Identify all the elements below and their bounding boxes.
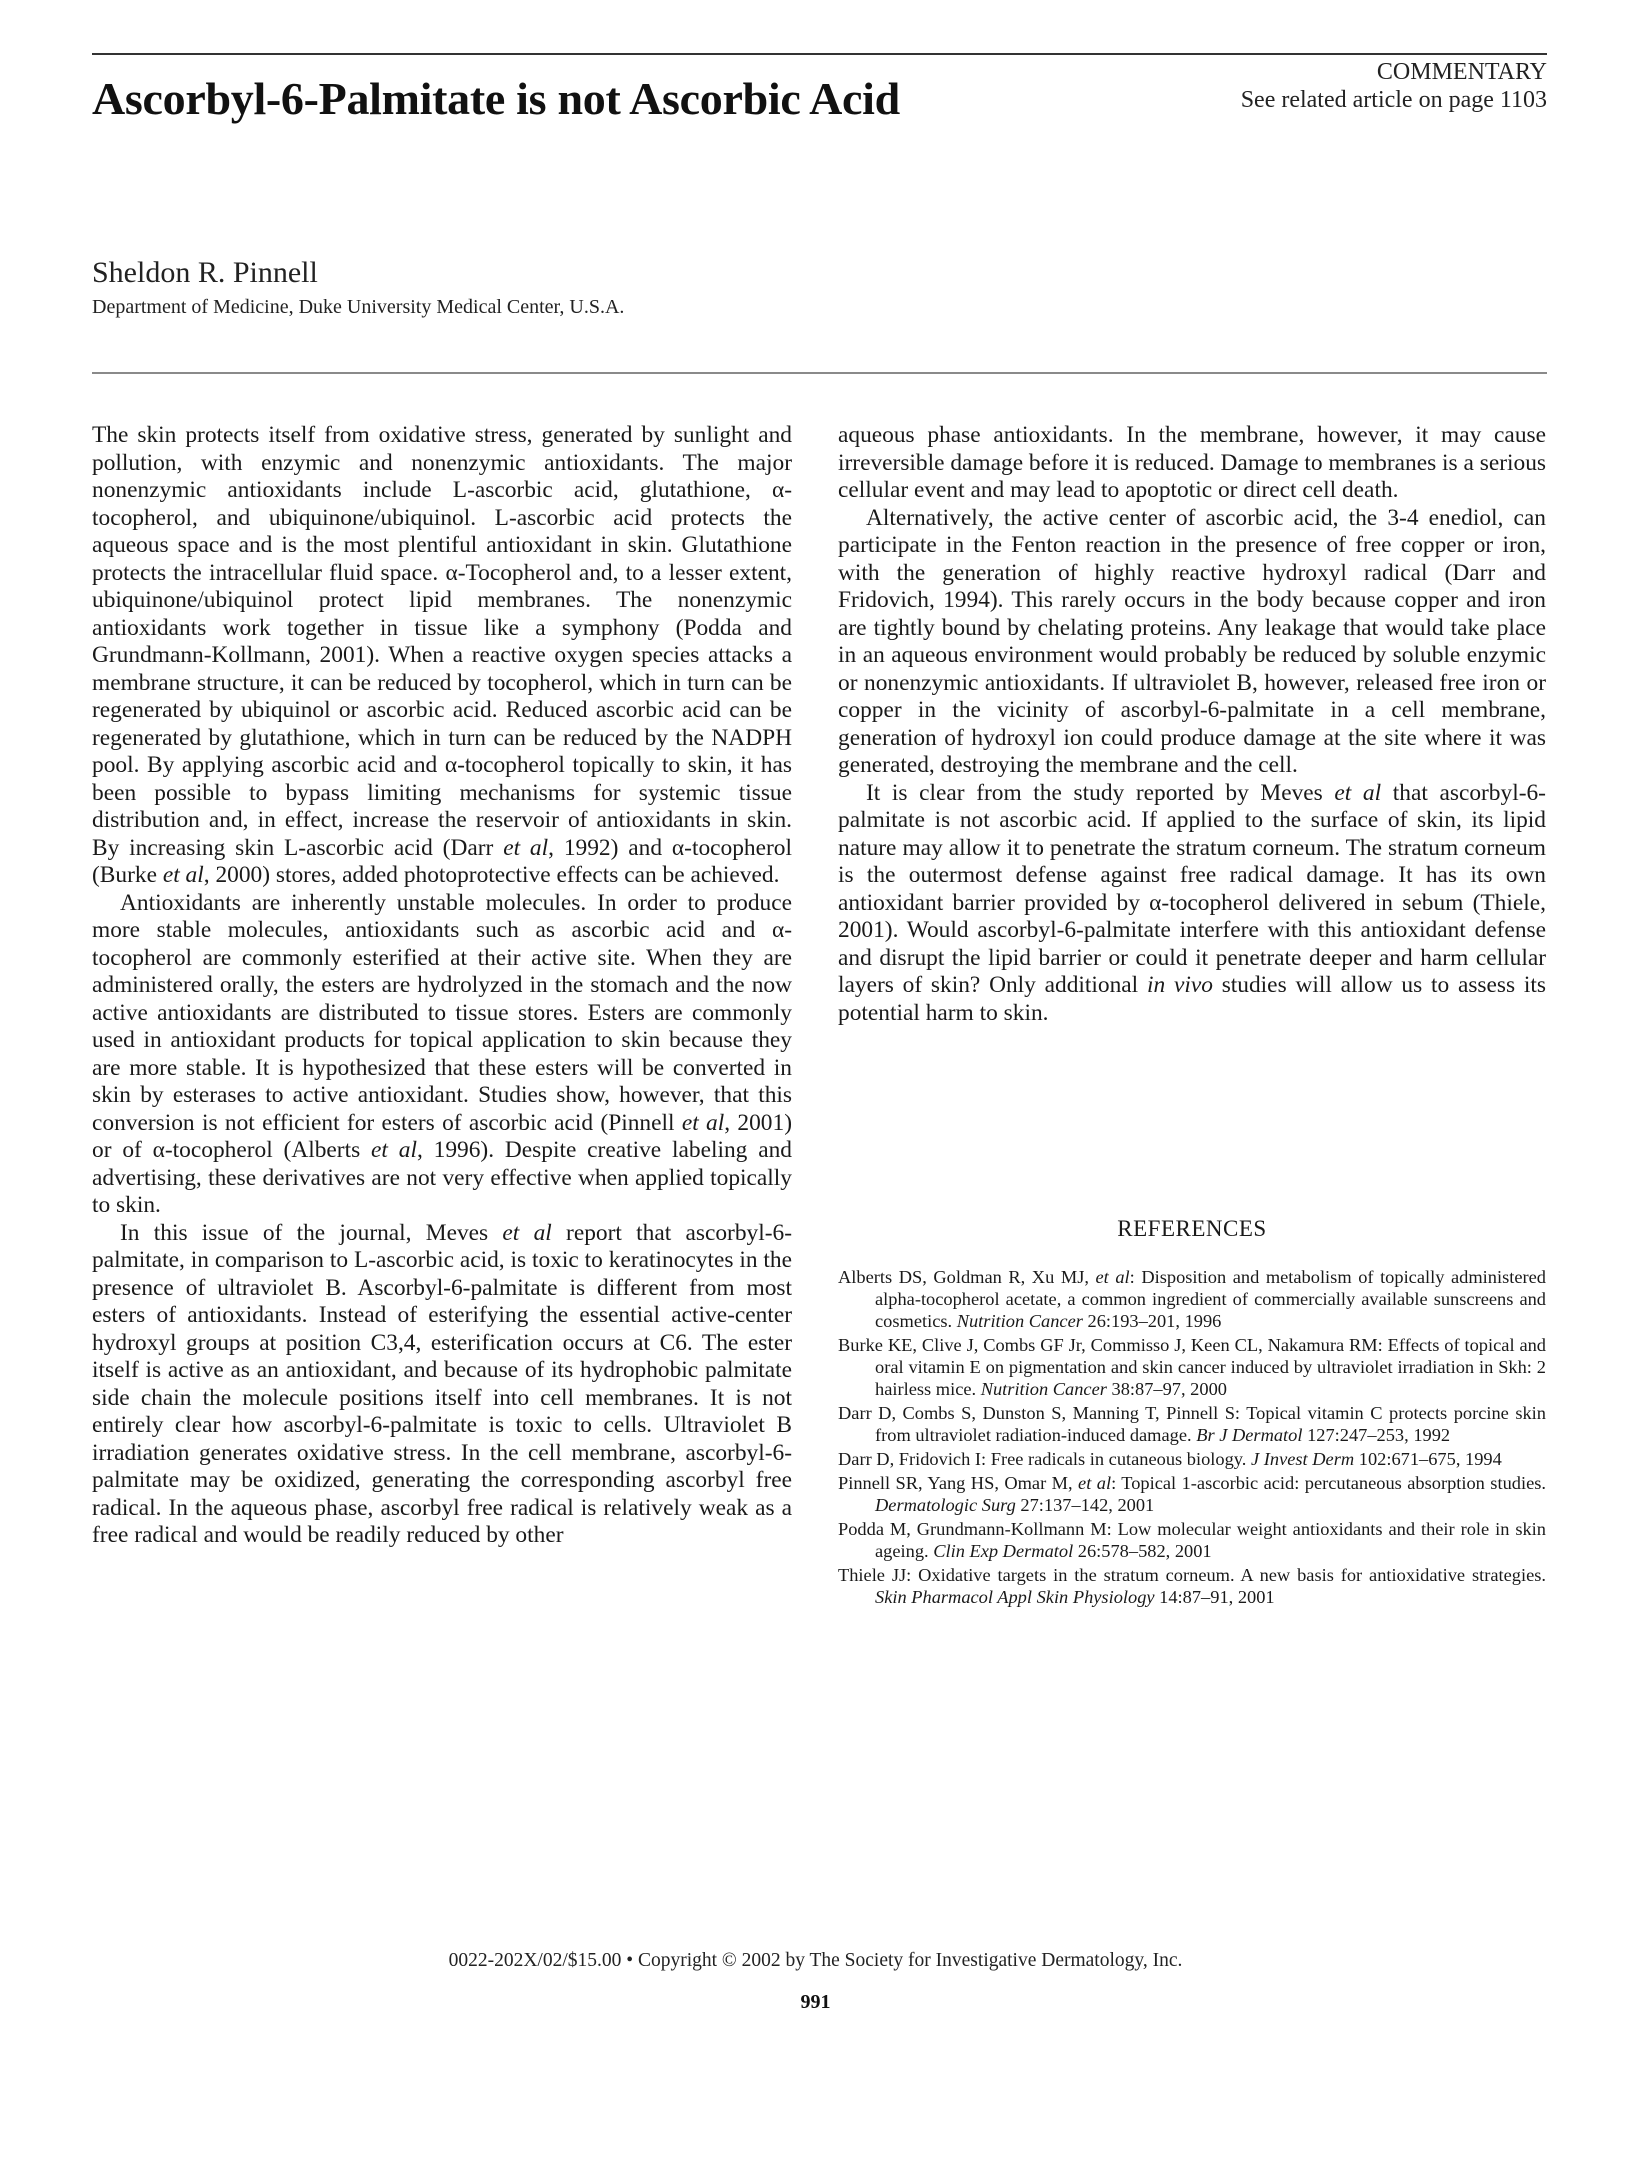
text-run: 27:137–142, 2001: [1015, 1495, 1155, 1515]
header-rule: [92, 53, 1547, 55]
text-run: aqueous phase antioxidants. In the membrane, however, it may cause irreversible damage before it is reduced. Damage to membranes is a serious cellular event and may lead to apoptotic or direct cell death.: [838, 422, 1546, 503]
italic-text: Skin Pharmacol Appl Skin Physiology: [875, 1587, 1155, 1607]
text-run: 26:578–582, 2001: [1073, 1541, 1212, 1561]
text-run: Burke KE, Clive J, Combs GF Jr, Commisso J, Keen CL, Nakamura RM: Effects of topical and oral vitamin E on pigmentation and skin cancer induced by ultraviolet irradiation in Skh: 2 hairless mice.: [838, 1335, 1546, 1399]
body-paragraph: [92, 1220, 792, 1550]
copyright-line: 0022-202X/02/$15.00 • Copyright © 2002 by The Society for Investigative Dermatology, Inc.: [448, 1950, 1183, 1971]
text-run: that ascorbyl-6-palmitate is not ascorbic acid. If applied to the surface of skin, its lipid nature may allow it to penetrate the stratum corneum. The stratum corneum is the outermost defense against free radical damage. It has its own antioxidant barrier provided by α-tocopherol delivered in sebum (Thiele, 2001). Would ascorbyl-6-palmitate interfere with this antioxidant defense and disrupt the lipid barrier or could it penetrate deeper and harm cellular layers of skin? Only additional: [838, 779, 1546, 998]
text-run: 26:193–201, 1996: [1082, 1311, 1222, 1331]
article-type-block: [1241, 58, 1547, 114]
text-run: : Disposition and metabolism of topically administered alpha-tocopherol acetate, a common ingredient of commercially available sunscreens and cosmetics.: [875, 1267, 1546, 1331]
body-paragraph: [838, 505, 1546, 780]
text-run: , 1992) and α-tocopherol (Burke: [92, 834, 792, 888]
body-paragraph: [92, 422, 792, 890]
section-divider: [92, 372, 1547, 374]
text-run: Alberts DS, Goldman R, Xu MJ,: [838, 1267, 1096, 1287]
body-paragraph: [838, 780, 1546, 1028]
italic-text: et al: [681, 1109, 725, 1136]
text-run: 14:87–91, 2001: [1154, 1587, 1275, 1607]
text-run: , 2001) or of α-tocopherol (Alberts: [92, 1109, 792, 1163]
text-run: 127:247–253, 1992: [1302, 1425, 1451, 1445]
italic-text: Clin Exp Dermatol: [933, 1541, 1074, 1561]
article-title: Ascorbyl-6-Palmitate is not Ascorbic Acid: [92, 73, 900, 124]
italic-text: Nutrition Cancer: [980, 1379, 1107, 1399]
reference-item: [838, 1266, 1546, 1332]
text-run: Darr D, Fridovich I: Free radicals in cutaneous biology.: [838, 1449, 1251, 1469]
author-affiliation: Department of Medicine, Duke University Medical Center, U.S.A.: [92, 296, 625, 318]
author-name: Sheldon R. Pinnell: [92, 256, 318, 289]
text-run: In this issue of the journal, Meves: [120, 1219, 503, 1246]
italic-text: et al: [502, 1219, 552, 1246]
reference-item: [838, 1334, 1546, 1400]
reference-item: [838, 1448, 1546, 1470]
italic-text: in vivo: [1146, 972, 1213, 998]
reference-item: [838, 1402, 1546, 1446]
reference-item: [838, 1564, 1546, 1608]
body-column-left: [92, 422, 792, 1550]
text-run: Alternatively, the active center of ascorbic acid, the 3-4 enediol, can participate in the Fenton reaction in the presence of free copper or iron, with the generation of highly reactive hydroxyl radical (Darr and Fridovich, 1994). This rarely occurs in the body because copper and iron are tightly bound by chelating proteins. Any leakage that would take place in an aqueous environment would probably be reduced by soluble enzymic or nonenzymic antioxidants. If ultraviolet B, however, released free iron or copper in the vicinity of ascorbyl-6-palmitate in a cell membrane, generation of hydroxyl ion could produce damage at the site where it was generated, destroying the membrane and the cell.: [838, 504, 1546, 778]
body-paragraph: [92, 890, 792, 1220]
italic-text: Nutrition Cancer: [956, 1311, 1083, 1331]
reference-item: [838, 1472, 1546, 1516]
italic-text: J Invest Derm: [1251, 1449, 1355, 1469]
italic-text: et al: [162, 862, 204, 888]
related-article-note: See related article on page 1103: [1240, 87, 1547, 113]
article-type-label: COMMENTARY: [1376, 59, 1547, 85]
text-run: Antioxidants are inherently unstable molecules. In order to produce more stable molecules, antioxidants such as ascorbic acid and α-tocopherol are commonly esterified at their active site. When they are administered orally, the esters are hydrolyzed in the stomach and the now active antioxidants are distributed to tissue stores. Esters are commonly used in antioxidant products for topical application to skin because they are more stable. It is hypothesized that these esters will be converted in skin by esterases to active antioxidant. Studies show, however, that this conversion is not efficient for esters of ascorbic acid (Pinnell: [92, 889, 792, 1136]
page-number: 991: [800, 1991, 831, 2013]
italic-text: Br J Dermatol: [1196, 1425, 1303, 1445]
text-run: Pinnell SR, Yang HS, Omar M,: [838, 1473, 1079, 1493]
italic-text: et al: [503, 834, 549, 861]
italic-text: et al: [1078, 1473, 1112, 1493]
text-run: Darr D, Combs S, Dunston S, Manning T, Pinnell S: Topical vitamin C protects porcine skin from ultraviolet radiation-induced damage.: [838, 1403, 1546, 1445]
text-run: 38:87–97, 2000: [1106, 1379, 1227, 1399]
body-column-right: [838, 422, 1546, 1027]
italic-text: et al: [1095, 1267, 1130, 1287]
italic-text: et al: [371, 1137, 417, 1163]
references-list: [838, 1266, 1546, 1610]
text-run: studies will allow us to assess its potential harm to skin.: [838, 972, 1546, 1026]
italic-text: Dermatologic Surg: [875, 1495, 1016, 1515]
text-run: , 1996). Despite creative labeling and advertising, these derivatives are not very effective when applied topically to skin.: [92, 1137, 792, 1218]
text-run: , 2000) stores, added photoprotective effects can be achieved.: [203, 862, 780, 888]
italic-text: et al: [1334, 779, 1382, 806]
text-run: It is clear from the study reported by Meves: [866, 779, 1335, 806]
reference-item: [838, 1518, 1546, 1562]
text-run: : Topical 1-ascorbic acid: percutaneous absorption studies.: [1111, 1473, 1546, 1493]
text-run: Thiele JJ: Oxidative targets in the stratum corneum. A new basis for antioxidative strategies.: [838, 1565, 1546, 1585]
text-run: The skin protects itself from oxidative stress, generated by sunlight and pollution, with enzymic and nonenzymic antioxidants. The major nonenzymic antioxidants include L-ascorbic acid, glutathione, α-tocopherol, and ubiquinone/ubiquinol. L-ascorbic acid protects the aqueous space and is the most plentiful antioxidant in skin. Glutathione protects the intracellular fluid space. α-Tocopherol and, to a lesser extent, ubiquinone/ubiquinol protect lipid membranes. The nonenzymic antioxidants work together in tissue like a symphony (Podda and Grundmann-Kollmann, 2001). When a reactive oxygen species attacks a membrane structure, it can be reduced by tocopherol, which in turn can be regenerated by ubiquinol or ascorbic acid. Reduced ascorbic acid can be regenerated by glutathione, which in turn can be reduced by the NADPH pool. By applying ascorbic acid and α-tocopherol topically to skin, it has been possible to bypass limiting mechanisms for systemic tissue distribution and, in effect, increase the reservoir of antioxidants in skin. By increasing skin L-ascorbic acid (Darr: [92, 422, 792, 861]
body-paragraph: [838, 422, 1546, 505]
text-run: report that ascorbyl-6-palmitate, in comparison to L-ascorbic acid, is toxic to keratinocytes in the presence of ultraviolet B. Ascorbyl-6-palmitate is different from most esters of antioxidants. Instead of esterifying the essential active-center hydroxyl groups at position C3,4, esterification occurs at C6. The ester itself is active as an antioxidant, and because of its hydrophobic palmitate side chain the molecule positions itself into cell membranes. It is not entirely clear how ascorbyl-6-palmitate is toxic to cells. Ultraviolet B irradiation generates oxidative stress. In the cell membrane, ascorbyl-6-palmitate may be oxidized, generating the corresponding ascorbyl free radical. In the aqueous phase, ascorbyl free radical is relatively weak as a free radical and would be readily reduced by other: [92, 1219, 792, 1548]
references-heading: REFERENCES: [1117, 1216, 1267, 1241]
text-run: 102:671–675, 1994: [1354, 1449, 1502, 1469]
text-run: Podda M, Grundmann-Kollmann M: Low molecular weight antioxidants and their role in skin ageing.: [838, 1519, 1546, 1561]
